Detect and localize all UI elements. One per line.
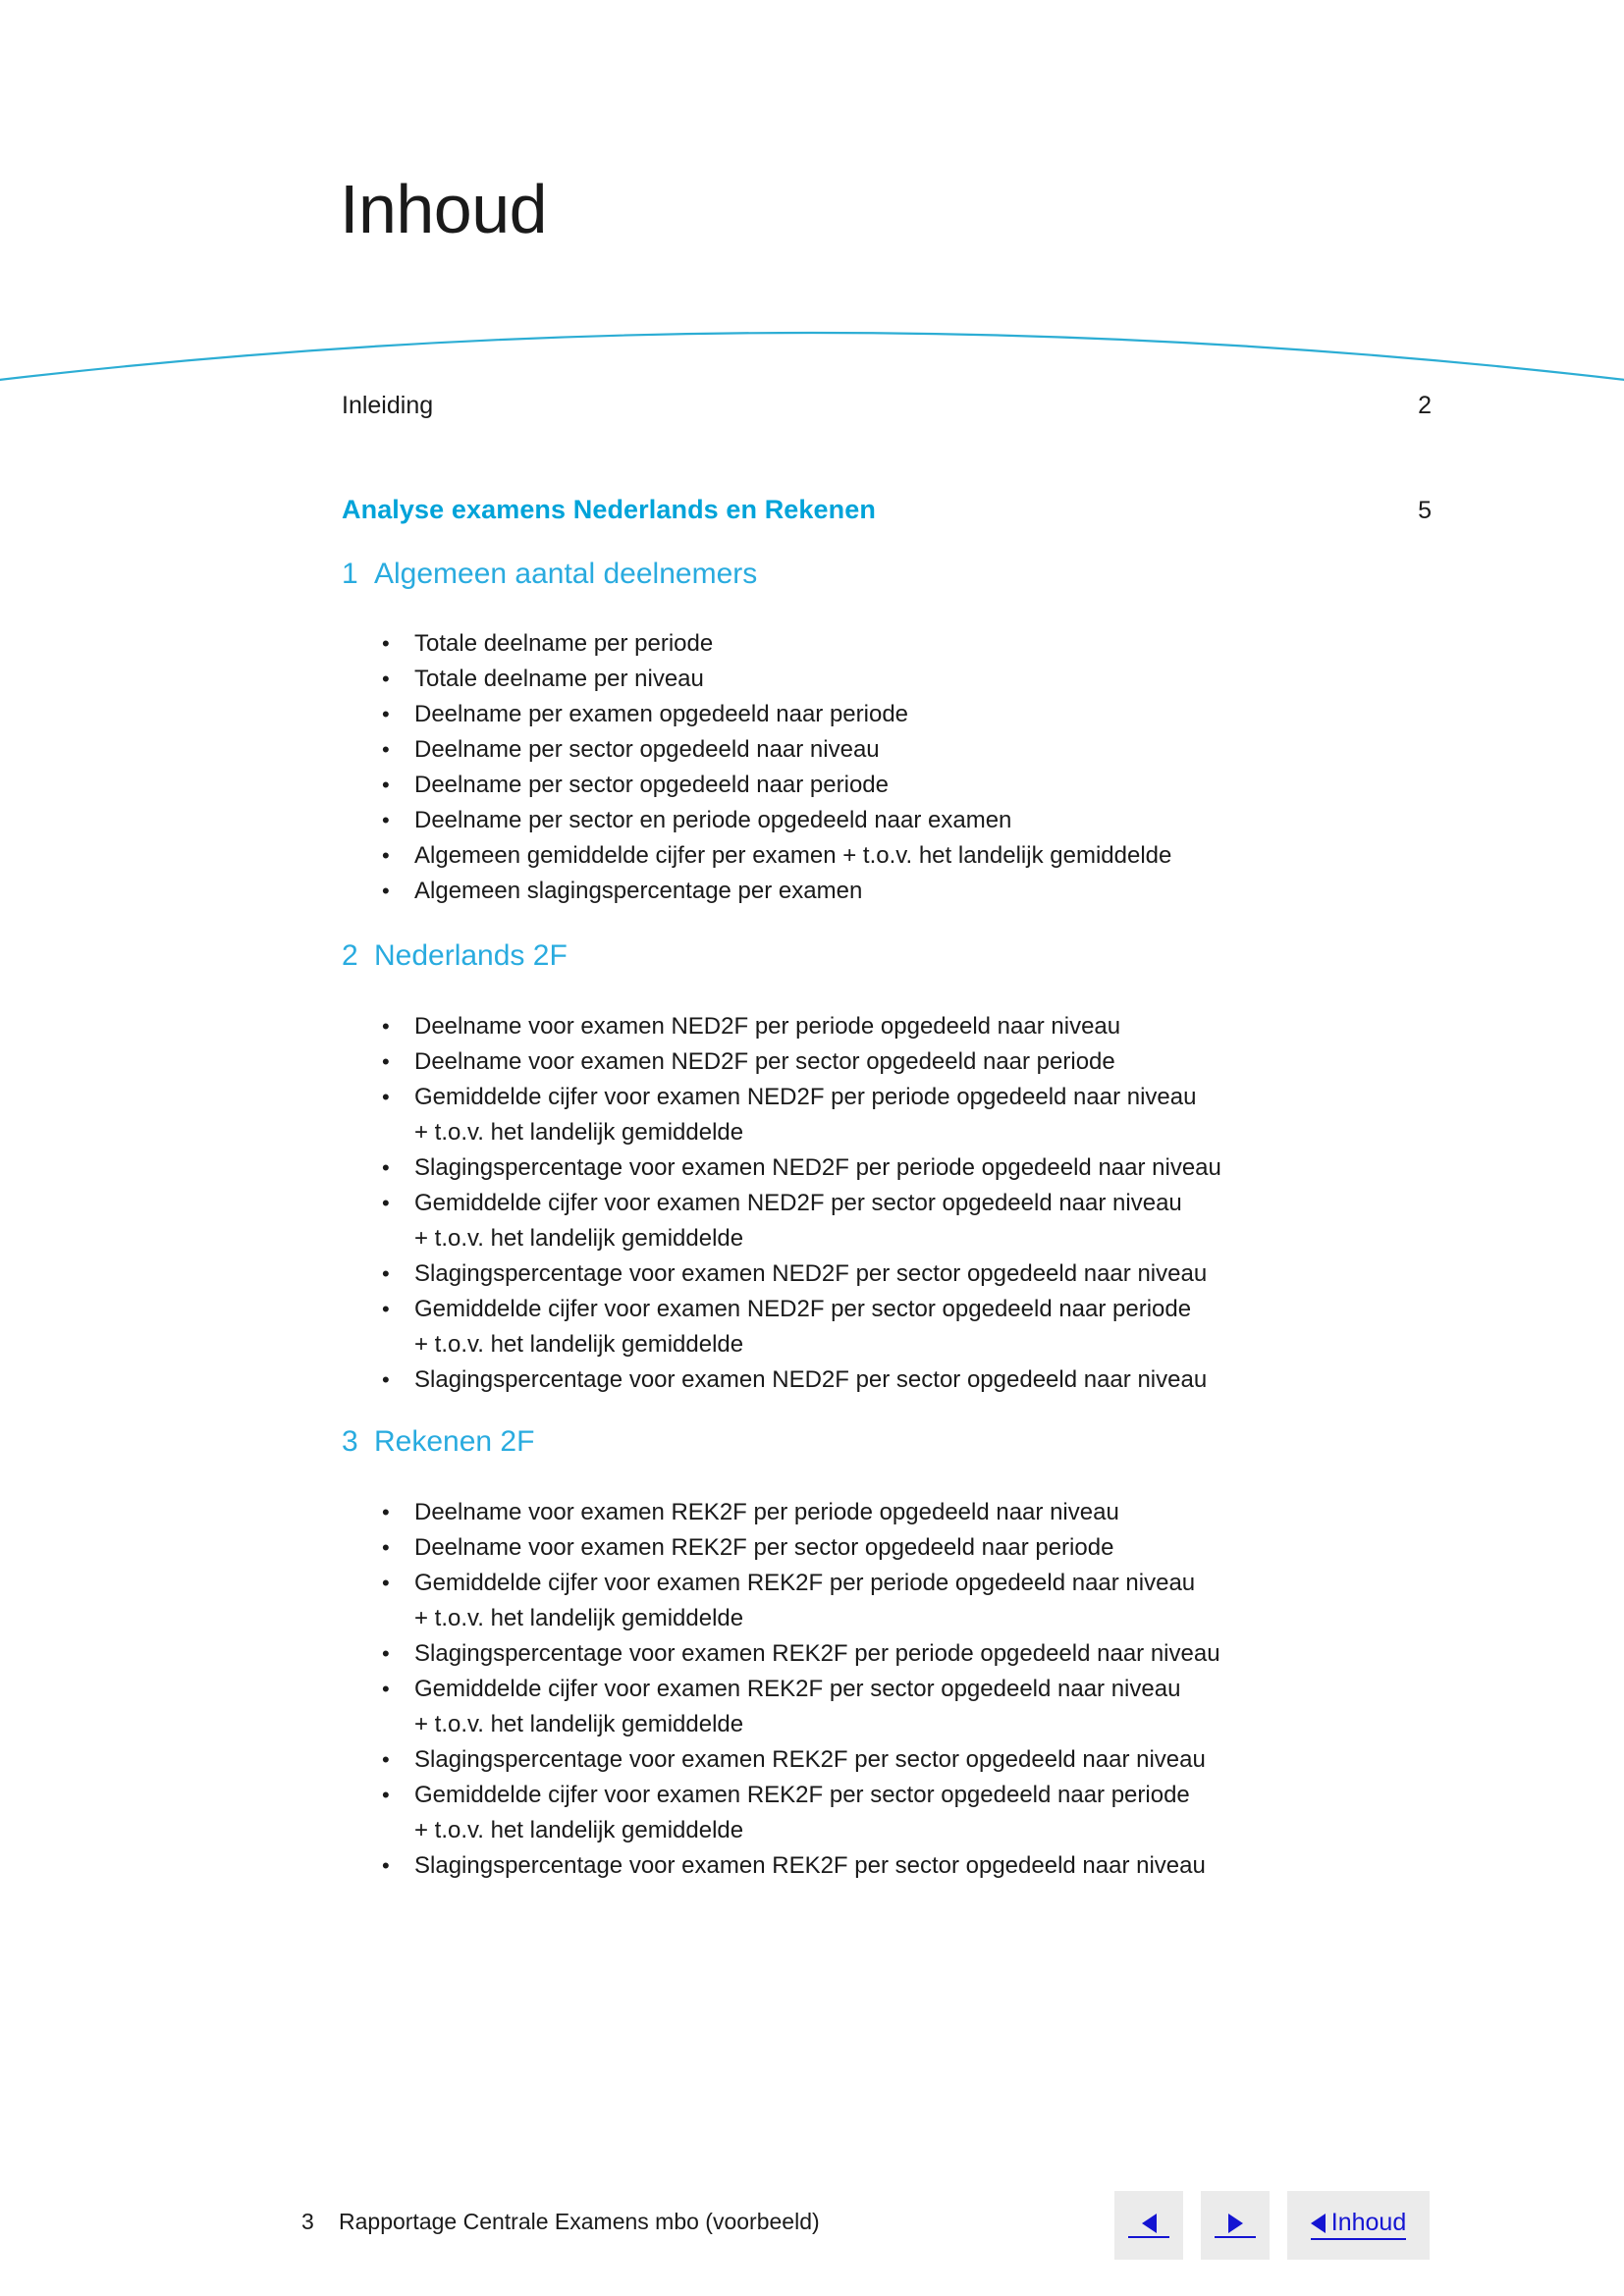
list-item[interactable] (379, 697, 1171, 732)
toc-bullet-list-1 (379, 626, 1171, 909)
back-to-contents-label: Inhoud (1330, 2209, 1407, 2236)
previous-page-button[interactable] (1114, 2191, 1183, 2260)
list-item[interactable] (379, 626, 1171, 662)
bullet-icon: • (382, 1085, 390, 1109)
list-item[interactable] (379, 1530, 1220, 1566)
list-item[interactable] (379, 768, 1171, 803)
list-item-continuation: + t.o.v. het landelijk gemiddelde (414, 1331, 744, 1358)
list-item[interactable] (379, 1009, 1221, 1044)
footer-page-number: 3 (301, 2209, 314, 2234)
section-title-1: Algemeen aantal deelnemers (374, 558, 758, 590)
back-to-contents-inner (1311, 2211, 1406, 2240)
toc-major-pagenumber: 5 (1418, 497, 1432, 524)
next-page-button[interactable] (1201, 2191, 1270, 2260)
bullet-icon: • (382, 1261, 390, 1286)
bullet-icon: • (382, 1049, 390, 1074)
toc-bullet-list-2 (379, 1009, 1221, 1398)
list-item-label: Slagingspercentage voor examen REK2F per periode opgedeeld naar niveau (414, 1640, 1220, 1667)
list-item-label: Slagingspercentage voor examen NED2F per sector opgedeeld naar niveau (414, 1366, 1208, 1393)
toc-bullet-list-3 (379, 1495, 1220, 1884)
list-item[interactable] (379, 662, 1171, 697)
toc-entry-analyse[interactable] (342, 495, 1432, 525)
triangle-left-icon (1142, 2214, 1157, 2233)
back-to-contents-button[interactable] (1287, 2191, 1430, 2260)
list-item-label: Slagingspercentage voor examen NED2F per periode opgedeeld naar niveau (414, 1154, 1221, 1181)
list-item-label: Algemeen gemiddelde cijfer per examen + t.o.v. het landelijk gemiddelde (414, 842, 1172, 869)
previous-page-inner (1128, 2214, 1169, 2238)
bullet-icon: • (382, 808, 390, 832)
list-item[interactable] (379, 1848, 1220, 1884)
list-item-label: Deelname per examen opgedeeld naar periode (414, 701, 909, 727)
list-item[interactable] (379, 1292, 1221, 1362)
toc-entry-label: Inleiding (342, 392, 434, 419)
list-item-label: Deelname voor examen REK2F per sector opgedeeld naar periode (414, 1534, 1114, 1561)
bullet-icon: • (382, 1677, 390, 1701)
list-item-label: Slagingspercentage voor examen REK2F per sector opgedeeld naar niveau (414, 1746, 1206, 1773)
list-item-label: Gemiddelde cijfer voor examen REK2F per periode opgedeeld naar niveau (414, 1570, 1196, 1596)
arc-path (0, 333, 1624, 381)
list-item-label: Gemiddelde cijfer voor examen NED2F per sector opgedeeld naar periode (414, 1296, 1192, 1322)
list-item-label: Deelname voor examen NED2F per sector opgedeeld naar periode (414, 1048, 1115, 1075)
bullet-icon: • (382, 1641, 390, 1666)
list-item-label: Deelname voor examen REK2F per periode opgedeeld naar niveau (414, 1499, 1119, 1525)
bullet-icon: • (382, 1571, 390, 1595)
bullet-icon: • (382, 702, 390, 726)
list-item[interactable] (379, 1080, 1221, 1150)
bullet-icon: • (382, 879, 390, 903)
list-item-label: Totale deelname per niveau (414, 666, 704, 692)
list-item-label: Gemiddelde cijfer voor examen NED2F per sector opgedeeld naar niveau (414, 1190, 1182, 1216)
bullet-icon: • (382, 773, 390, 797)
list-item-label: Deelname voor examen NED2F per periode opgedeeld naar niveau (414, 1013, 1121, 1040)
toc-section-heading-3[interactable] (342, 1425, 534, 1459)
list-item-continuation: + t.o.v. het landelijk gemiddelde (414, 1225, 744, 1252)
list-item[interactable] (379, 838, 1171, 874)
list-item[interactable] (379, 1636, 1220, 1672)
bullet-icon: • (382, 1853, 390, 1878)
bullet-icon: • (382, 1297, 390, 1321)
bullet-icon: • (382, 1155, 390, 1180)
toc-major-label: Analyse examens Nederlands en Rekenen (342, 495, 876, 524)
bullet-icon: • (382, 843, 390, 868)
toc-entry-inleiding[interactable] (342, 392, 1432, 420)
list-item[interactable] (379, 1742, 1220, 1778)
toc-section-heading-2[interactable] (342, 939, 568, 973)
list-item-label: Slagingspercentage voor examen NED2F per sector opgedeeld naar niveau (414, 1260, 1208, 1287)
bullet-icon: • (382, 1191, 390, 1215)
list-item[interactable] (379, 1150, 1221, 1186)
triangle-right-icon (1228, 2214, 1243, 2233)
section-title-2: Nederlands 2F (374, 939, 568, 972)
triangle-left-icon (1311, 2214, 1326, 2233)
section-number-1: 1 (342, 558, 358, 590)
list-item-label: Algemeen slagingspercentage per examen (414, 878, 863, 904)
list-item-label: Gemiddelde cijfer voor examen REK2F per sector opgedeeld naar niveau (414, 1676, 1181, 1702)
toc-entry-pagenumber: 2 (1418, 392, 1432, 419)
list-item-continuation: + t.o.v. het landelijk gemiddelde (414, 1817, 744, 1843)
list-item[interactable] (379, 1256, 1221, 1292)
list-item[interactable] (379, 1778, 1220, 1848)
list-item[interactable] (379, 1495, 1220, 1530)
list-item[interactable] (379, 1186, 1221, 1256)
list-item-continuation: + t.o.v. het landelijk gemiddelde (414, 1711, 744, 1737)
list-item-label: Deelname per sector opgedeeld naar niveau (414, 736, 880, 763)
bullet-icon: • (382, 1747, 390, 1772)
page-footer (0, 2201, 1624, 2289)
list-item-continuation: + t.o.v. het landelijk gemiddelde (414, 1605, 744, 1631)
toc-section-heading-1[interactable] (342, 558, 757, 591)
list-item-label: Deelname per sector opgedeeld naar periode (414, 772, 889, 798)
list-item[interactable] (379, 1672, 1220, 1742)
list-item-label: Slagingspercentage voor examen REK2F per sector opgedeeld naar niveau (414, 1852, 1206, 1879)
bullet-icon: • (382, 1014, 390, 1039)
list-item-continuation: + t.o.v. het landelijk gemiddelde (414, 1119, 744, 1146)
bullet-icon: • (382, 1783, 390, 1807)
next-page-inner (1215, 2214, 1256, 2238)
section-title-3: Rekenen 2F (374, 1425, 535, 1458)
page-title: Inhoud (340, 171, 548, 247)
list-item-label: Totale deelname per periode (414, 630, 714, 657)
list-item-label: Gemiddelde cijfer voor examen NED2F per periode opgedeeld naar niveau (414, 1084, 1197, 1110)
list-item-label: Gemiddelde cijfer voor examen REK2F per sector opgedeeld naar periode (414, 1782, 1190, 1808)
section-number-2: 2 (342, 939, 358, 972)
bullet-icon: • (382, 1500, 390, 1524)
list-item[interactable] (379, 803, 1171, 838)
list-item[interactable] (379, 1362, 1221, 1398)
list-item-label: Deelname per sector en periode opgedeeld naar examen (414, 807, 1012, 833)
decorative-arc (0, 291, 1624, 399)
bullet-icon: • (382, 631, 390, 656)
bullet-icon: • (382, 737, 390, 762)
bullet-icon: • (382, 1367, 390, 1392)
list-item[interactable] (379, 1566, 1220, 1636)
section-number-3: 3 (342, 1425, 358, 1458)
list-item[interactable] (379, 732, 1171, 768)
bullet-icon: • (382, 1535, 390, 1560)
footer-document-name: Rapportage Centrale Examens mbo (voorbeeld) (339, 2209, 820, 2234)
arc-svg (0, 291, 1624, 399)
bullet-icon: • (382, 667, 390, 691)
list-item[interactable] (379, 874, 1171, 909)
list-item[interactable] (379, 1044, 1221, 1080)
